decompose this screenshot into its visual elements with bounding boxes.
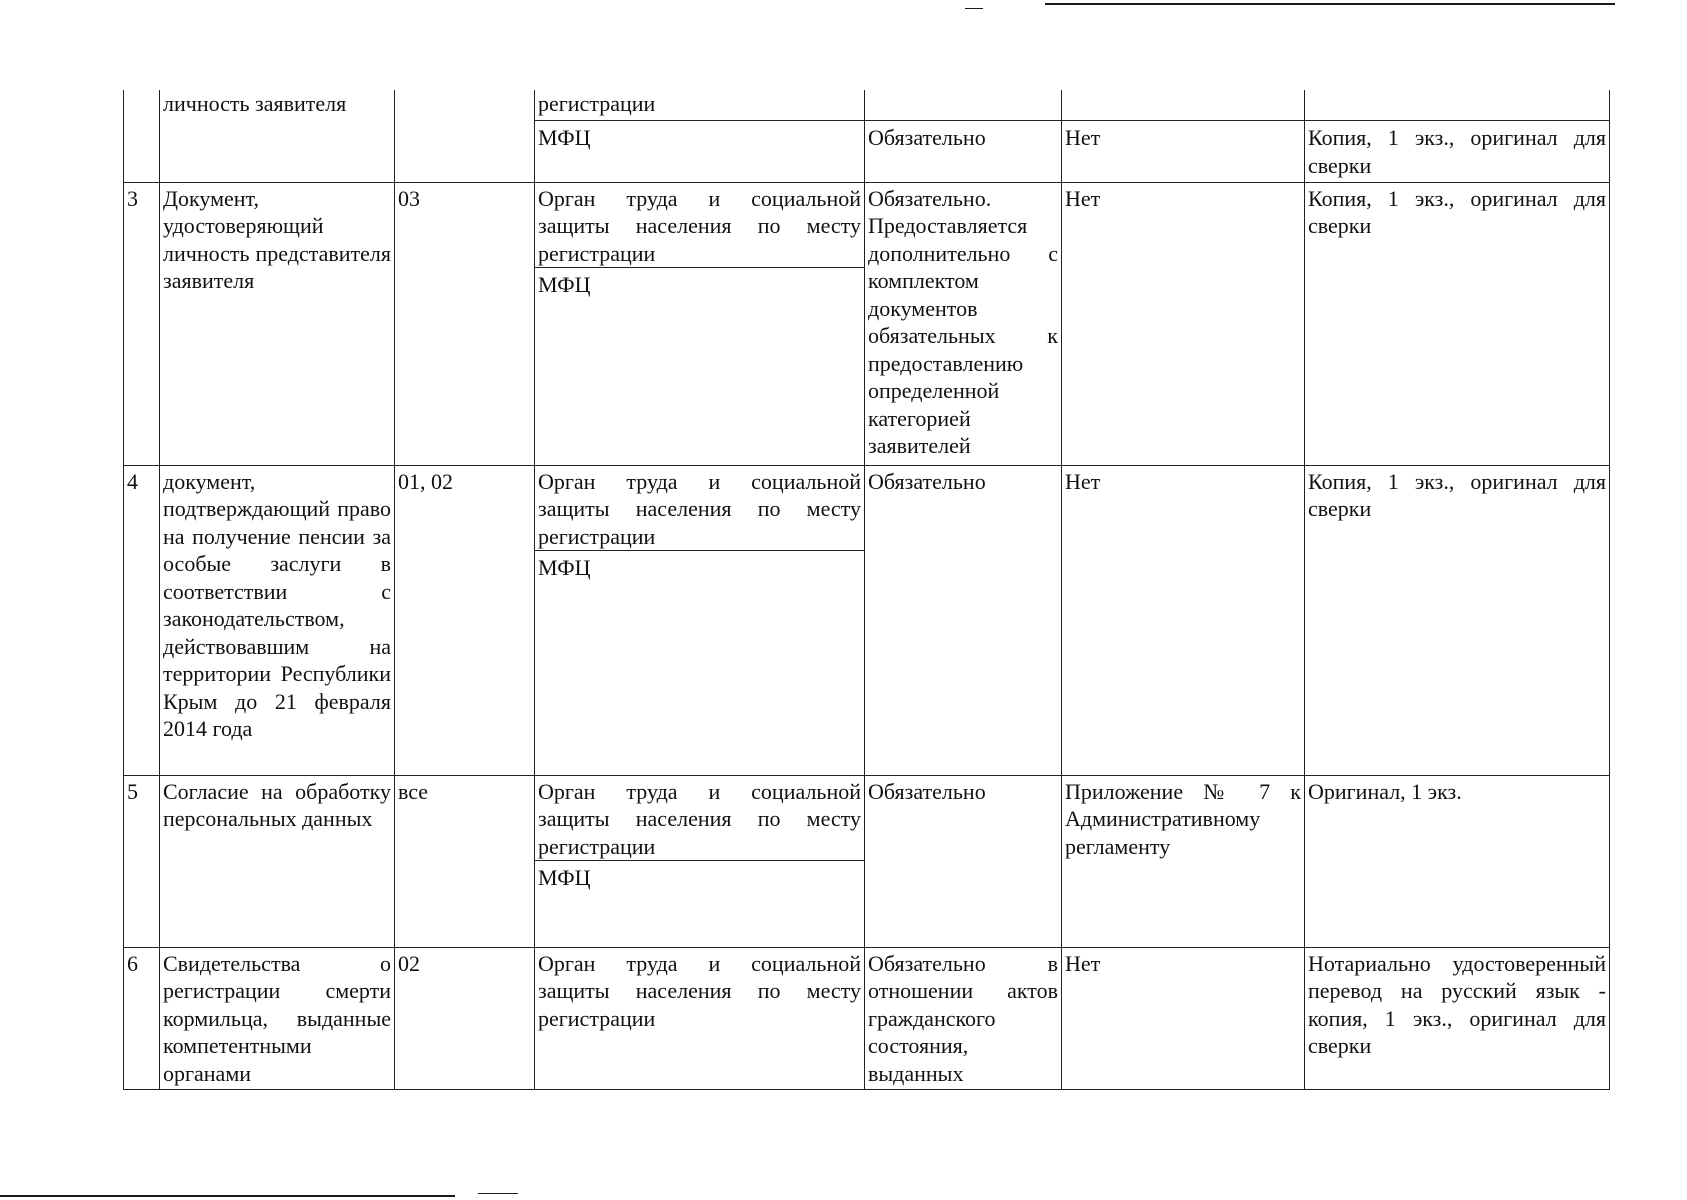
submission-place-primary: регистрации <box>535 90 864 121</box>
applicant-category-cell <box>395 90 535 182</box>
copy-requirement-cell: Оригинал, 1 экз. <box>1305 775 1610 947</box>
table-row <box>124 465 1610 775</box>
copy-requirement-cell: Копия, 1 экз., оригинал для сверки <box>1305 465 1610 775</box>
scan-artifact-bottom-line <box>0 1195 455 1197</box>
table-row <box>124 182 1610 465</box>
scan-artifact-top-line <box>1045 3 1615 5</box>
copy-text: Копия, 1 экз., оригинал для сверки <box>1308 125 1606 178</box>
row-number-cell: 4 <box>124 465 160 775</box>
copy-empty <box>1305 90 1609 121</box>
requirement-cell: Обязательно в отношении актов гражданского состояния, выданных <box>865 947 1062 1089</box>
applicant-category-cell: 02 <box>395 947 535 1089</box>
document-name-cell: Свидетельства о регистрации смерти кормильца, выданные компетентными органами <box>160 947 395 1089</box>
document-name-cell: Документ, удостоверяющий личность представителя заявителя <box>160 182 395 465</box>
submission-place-cell: Орган труда и социальной защиты населения по месту регистрации <box>535 947 865 1089</box>
document-name-cell: документ, подтверждающий право на получение пенсии за особые заслуги в соответствии с законодательством, действовавшим на территории Республики Крым до 21 февраля 2014 года <box>160 465 395 775</box>
applicant-category-cell: 01, 02 <box>395 465 535 775</box>
requirement-empty <box>865 90 1061 121</box>
submission-place-cell <box>535 465 865 775</box>
scan-artifact-top-dash <box>965 8 983 9</box>
requirement-cell: Обязательно <box>865 465 1062 775</box>
submission-place-primary: Орган труда и социальной защиты населения по месту регистрации <box>535 776 864 862</box>
table-row <box>124 90 1610 182</box>
applicant-category-cell: 03 <box>395 182 535 465</box>
submission-place-secondary: МФЦ <box>538 865 591 890</box>
requirement-text: Обязательно <box>868 125 986 150</box>
row-number-cell <box>124 90 160 182</box>
form-empty <box>1062 90 1304 121</box>
copy-requirement-cell: Копия, 1 экз., оригинал для сверки <box>1305 182 1610 465</box>
applicant-category-cell: все <box>395 775 535 947</box>
row-number-cell: 5 <box>124 775 160 947</box>
copy-requirement-cell <box>1305 90 1610 182</box>
submission-place-primary: Орган труда и социальной защиты населения по месту регистрации <box>535 466 864 552</box>
submission-place-secondary: МФЦ <box>538 125 591 150</box>
requirement-cell: Обязательно. Предоставляется дополнительно с комплектом документов обязательных к предоставлению определенной категорией заявителей <box>865 182 1062 465</box>
row-number-cell: 3 <box>124 182 160 465</box>
requirement-cell: Обязательно <box>865 775 1062 947</box>
requirement-cell <box>865 90 1062 182</box>
document-name-cell: Согласие на обработку персональных данных <box>160 775 395 947</box>
table-row <box>124 775 1610 947</box>
document-name-cell: личность заявителя <box>160 90 395 182</box>
scan-artifact-bottom-dash <box>478 1193 518 1194</box>
copy-requirement-cell: Нотариально удостоверенный перевод на русский язык - копия, 1 экз., оригинал для сверки <box>1305 947 1610 1089</box>
table-row <box>124 947 1610 1089</box>
documents-table <box>123 90 1610 1090</box>
form-cell <box>1062 90 1305 182</box>
form-text: Нет <box>1065 125 1101 150</box>
submission-place-cell <box>535 775 865 947</box>
form-cell: Нет <box>1062 182 1305 465</box>
submission-place-cell <box>535 182 865 465</box>
submission-place-cell <box>535 90 865 182</box>
submission-place-secondary: МФЦ <box>538 272 591 297</box>
form-cell: Приложение № 7 к Административному регламенту <box>1062 775 1305 947</box>
submission-place-primary: Орган труда и социальной защиты населения по месту регистрации <box>535 183 864 269</box>
submission-place-secondary: МФЦ <box>538 555 591 580</box>
form-cell: Нет <box>1062 465 1305 775</box>
row-number-cell: 6 <box>124 947 160 1089</box>
form-cell: Нет <box>1062 947 1305 1089</box>
